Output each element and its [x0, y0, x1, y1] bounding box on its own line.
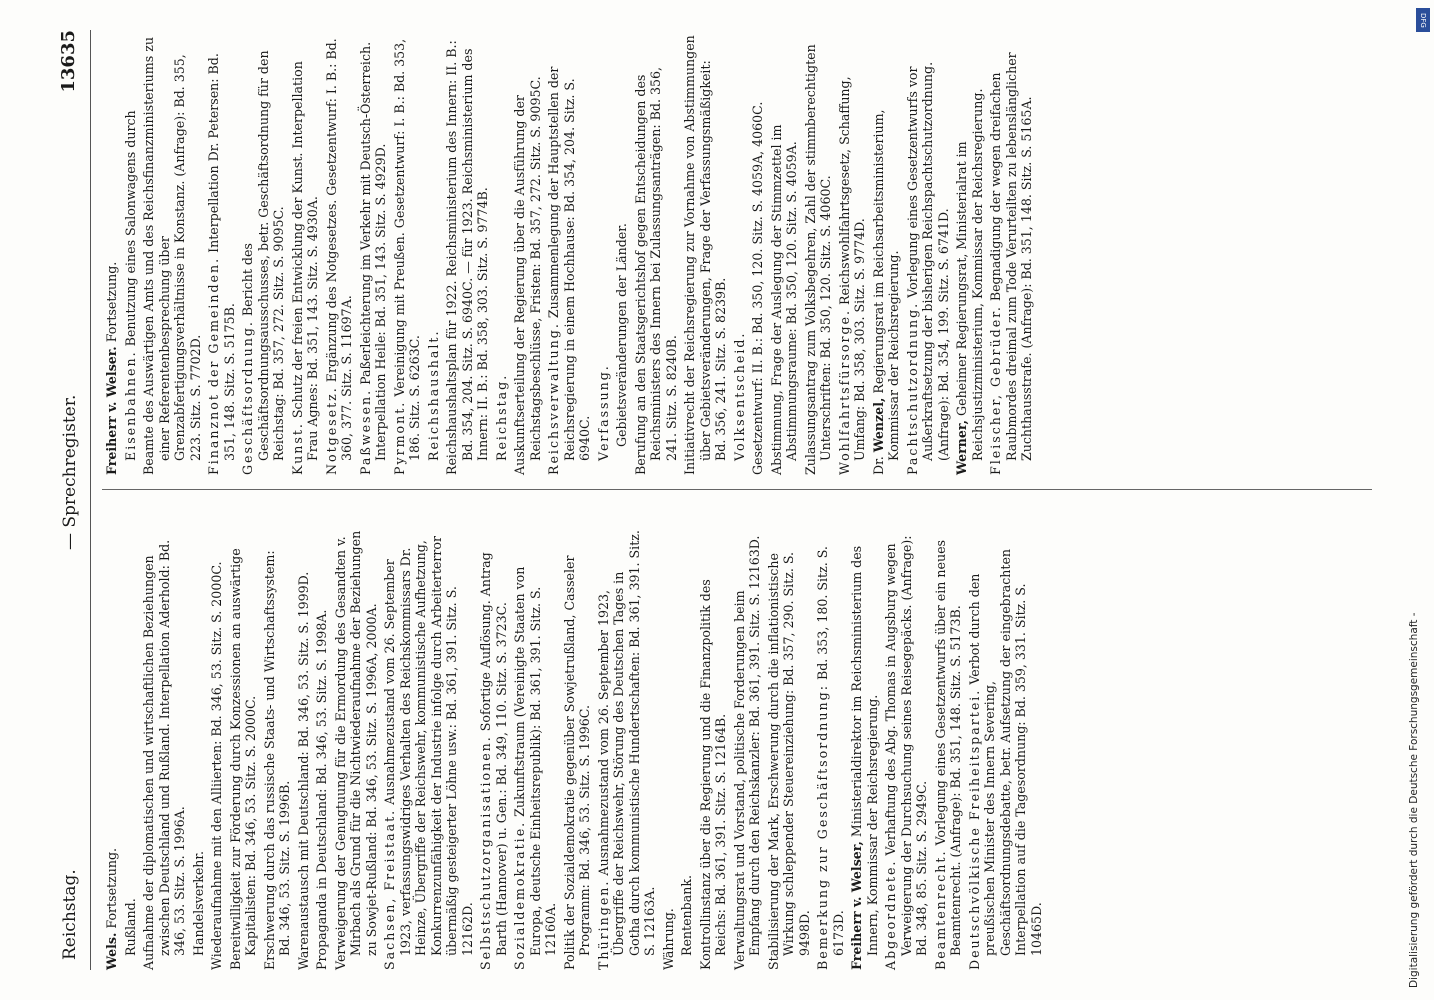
index-entry	[262, 530, 293, 970]
subject-heading: Volksentscheid.	[731, 331, 747, 461]
entry-text: Bereitwilligkeit zur Förderung durch Konzessionen an auswärtige Kapitalisten: Bd. 346, 53. Sitz. S. 2000C.	[227, 548, 258, 970]
speaker-name: Wels.	[104, 932, 119, 970]
index-entry	[296, 530, 312, 970]
index-entry	[750, 35, 766, 475]
index-entry	[494, 35, 510, 475]
index-entry	[883, 530, 930, 970]
entry-text: Paßerleichterung im Verkehr mit Deutsch-Österreich. Interpellation Heile: Bd. 351, 143. Sitz. S. 4929D.	[357, 41, 388, 461]
index-entry	[837, 35, 868, 475]
entry-text: Rentenbank.	[679, 875, 694, 956]
subject-heading: Bemerkung zur Geschäftsordnung:	[815, 684, 830, 970]
subject-heading: Pyrmont.	[391, 400, 407, 475]
left-column	[104, 530, 1047, 970]
index-entry	[240, 35, 287, 475]
index-entry	[766, 530, 813, 970]
subject-heading: Selbstschutzorganisationen.	[478, 735, 493, 970]
speaker-name: Wenzel,	[870, 397, 886, 453]
index-entry	[954, 35, 985, 475]
index-entry	[123, 530, 139, 970]
entry-text: Erschwerung durch das russische Staats- und Wirtschaftssystem: Bd. 346, 53. Sitz. S. 1996B.	[261, 550, 292, 970]
page-number: 13635	[58, 30, 79, 93]
subject-heading: Finanznot der Gemeinden.	[206, 256, 221, 475]
index-entry	[333, 530, 380, 970]
entry-text: Ausnahmezustand vom 26. September 1923, verfassungswidriges Verhalten des Reichskommissars Dr. Heinze, Übergriffe der Reichswehr, kommunistische Aufhetzung, Konkurrenzunfähigkeit der Industrie infolge durch Arbeiterterror übermäßig gesteigerter Löhne usw.: Bd. 361, 391. Sitz. S. 12162D.	[382, 536, 475, 956]
index-entry	[104, 530, 120, 970]
index-entry	[596, 530, 658, 970]
index-entry	[314, 530, 330, 970]
subject-heading: Geschäftsordnung.	[240, 320, 255, 475]
entry-text: Zulassungsantrag zum Volksbegehren, Zahl der stimmberechtigten Unterschriften: Bd. 350, 120. Sitz. S. 4060C.	[802, 44, 833, 475]
entry-text: Fortsetzung.	[104, 261, 119, 347]
subject-heading: Verfassung.	[595, 364, 611, 461]
index-entry	[614, 35, 630, 475]
entry-text: Wiederaufnahme mit den Alliierten: Bd. 346, 53. Sitz. S. 2000C.	[209, 561, 224, 970]
entry-text: Fortsetzung.	[104, 847, 119, 933]
index-entry	[682, 35, 729, 475]
subject-heading: Notgesetz.	[323, 386, 339, 475]
subject-heading: Pachtschutzordnung.	[904, 301, 920, 475]
subject-heading: Fleischer, Gebrüder.	[988, 305, 1003, 475]
sidebar-note	[1408, 8, 1432, 988]
subject-heading: Reichshaushalt.	[425, 329, 441, 461]
index-entry	[849, 530, 880, 970]
digitization-note: Digitalisierung gefördert durch die Deutsche Forschungsgemeinschaft -	[1408, 612, 1420, 988]
index-entry	[933, 530, 964, 970]
entry-text: Handelsverkehr.	[190, 850, 206, 956]
index-entry	[546, 35, 593, 475]
entry-text: Berufung an den Staatsgerichtshof gegen Entscheidungen des Reichsministers des Innern bei Zulassungsanträgen: Bd. 356, 241. Sitz. S. 8240B.	[632, 67, 679, 475]
index-entry	[661, 530, 677, 970]
entry-text: Ministerialdirektor im Reichsministerium des Innern, Kommissar der Reichsregierung.	[849, 545, 880, 956]
entry-text: Zusammenlegung der Hauptstellen der Reichsregierung in einem Hochhause: Bd. 354, 204. Sitz. S. 6940C.	[546, 66, 592, 461]
entry-text: Auskunftserteilung der Regierung über die Ausführung der Reichstagsbeschlüsse, Fristen: Bd. 357, 272. Sitz. S. 9095C.	[512, 76, 543, 475]
index-entry	[512, 35, 543, 475]
entry-text: Schutz der freien Entwicklung der Kunst. Interpellation Frau Agnes: Bd. 351, 143. Sitz. S. 4930A.	[289, 61, 320, 461]
subject-heading: Paßwesen.	[357, 388, 373, 475]
entry-text: Initiativrecht der Reichsregierung zur Vornahme von Abstimmungen über Gebietsveränderungen, Frage der Verfassungsmäßigkeit: Bd. 356, 241. Sitz. S. 8239B.	[682, 35, 728, 475]
header-rule	[90, 30, 91, 970]
index-entry	[596, 35, 612, 475]
entry-text: Bd. 353, 180. Sitz. S. 6173D.	[815, 546, 846, 956]
index-entry	[679, 530, 695, 970]
entry-prefix: Dr.	[870, 452, 886, 475]
subject-heading: Wohlfahrtsfürsorge.	[836, 308, 852, 475]
index-entry	[905, 35, 952, 475]
entry-text: Kontrollinstanz über die Regierung und die Finanzpolitik des Reichs: Bd. 361, 391. Sitz. S. 12164B.	[697, 579, 728, 970]
subject-heading: Sozialdemokratie.	[512, 820, 527, 970]
subject-heading: Abgeordnete.	[883, 859, 898, 970]
index-entry	[871, 35, 902, 475]
entry-text: Rußland.	[122, 898, 138, 956]
entry-text: Reichswohlfahrtsgesetz, Schaffung, Umfang: Bd. 358, 303. Sitz. S. 9774D.	[836, 76, 867, 461]
subject-heading: Kunst.	[289, 422, 305, 475]
entry-text: Sofortige Auflösung. Antrag Barth (Hannover) u. Gen.: Bd. 349, 110. Sitz. S. 3723C.	[478, 552, 509, 956]
entry-text: Aufnahme der diplomatischen und wirtschaftlichen Beziehungen zwischen Deutschland und Rußland. Interpellation Aderhold: Bd. 346, 53. Sitz. S. 1996A.	[141, 539, 187, 970]
entry-text: Politik der Sozialdemokratie gegenüber Sowjetrußland, Casseler Programm: Bd. 346, 53. Sitz. S. 1996C.	[561, 555, 592, 970]
entry-text: Benutzung eines Salonwagens durch	[122, 110, 138, 351]
index-entry	[191, 530, 207, 970]
entry-text: Begnadigung der wegen dreifachen Raubmordes dreimal zum Tode Verurteilten zu lebenslänglicher Zuchthausstrafe. (Anfrage): Bd. 351, 148. Sitz. S. 5165A.	[988, 52, 1034, 461]
entry-text: Regierungsrat im Reichsarbeitsministerium, Kommissar der Reichsregierung.	[870, 109, 901, 461]
index-entry	[123, 35, 139, 475]
entry-text: Verwaltungsrat und Vorstand, politische Forderungen beim Empfang durch den Reichskanzler: Bd. 361, 391. Sitz. S. 12163D.	[731, 535, 762, 970]
header-middle: — Sprechregister.	[60, 394, 80, 550]
index-entry	[392, 35, 423, 475]
entry-text: Währung.	[660, 908, 676, 970]
index-entry	[512, 530, 559, 970]
entry-text: Gebietsveränderungen der Länder.	[614, 223, 629, 447]
index-entry	[815, 530, 846, 970]
subject-heading: Sachsen, Freistaat.	[382, 808, 397, 970]
index-entry	[141, 530, 188, 970]
column-divider	[102, 489, 1372, 490]
index-entry	[444, 35, 491, 475]
index-entry	[769, 35, 800, 475]
entry-text: Abstimmung, Frage der Auslegung der Stimmzettel im Abstimmungsraume: Bd. 350, 120. Sitz. S. 4059A.	[768, 124, 799, 475]
entry-text: Propaganda in Deutschland: Bd. 346, 53. Sitz. S. 1998A.	[314, 609, 329, 970]
index-entry	[290, 35, 321, 475]
index-entry	[967, 530, 1045, 970]
entry-text: Bericht des Geschäftsordnungsausschusses, betr. Geschäftsordnung für den Reichstag: Bd. 357, 272. Sitz. S. 9095C.	[240, 50, 286, 461]
entry-text: Ausnahmezustand vom 26. September 1923, Übergriffe der Reichswehr, Störung des Deutschen Tages in Gotha durch kommunistische Hundertschaften: Bd. 361, 391. Sitz. S. 12163A.	[595, 530, 657, 956]
index-entry	[426, 35, 442, 475]
index-entry	[206, 35, 237, 475]
subject-heading: Beamtenrecht.	[932, 849, 948, 970]
entry-text: Geheimer Regierungsrat, Ministerialrat im Reichsjustizministerium, Kommissar der Reichsregierung.	[954, 88, 985, 461]
subject-heading: Reichsverwaltung.	[546, 322, 561, 475]
index-entry	[732, 530, 763, 970]
entry-text: Vorlegung eines Gesetzentwurfs vor Außerkraftsetzung der bisherigen Reichspachtschutzordnung. (Anfrage): Bd. 354, 199. Sitz. S. 6741D.	[904, 61, 951, 461]
index-entry	[324, 35, 355, 475]
subject-heading: Deutschvölkische Freiheitspartei.	[966, 688, 982, 970]
entry-text: Verweigerung der Genugtuung für die Ermordung des Gesandten v. Mirbach als Grund für die Nichtwiederaufnahme der Beziehungen zu Sowjet-Rußland: Bd. 346, 53. Sitz. S. 1996A, 2000A.	[332, 530, 379, 970]
index-entry	[562, 530, 593, 970]
entry-text: Vorlegung eines Gesetzentwurfs über ein neues Beamtenrecht. (Anfrage): Bd. 351, 148. Sitz. S. 5173B.	[932, 540, 963, 956]
index-entry	[209, 530, 225, 970]
index-entry	[633, 35, 680, 475]
subject-heading: Reichstag.	[493, 373, 509, 461]
entry-text: Verhaftung des Abg. Thomas in Augsburg wegen Verweigerung der Durchsuchung seines Reisegepäcks. (Anfrage): Bd. 348, 85. Sitz. S. 2949C.	[883, 535, 929, 956]
page-header	[52, 20, 92, 980]
entry-text: Beamte des Auswärtigen Amts und des Reichsfinanzministeriums zu einer Referentenbesprechung über Grenzabfertigungsverhältnisse in Konstanz. (Anfrage): Bd. 355, 223. Sitz. S. 7702D.	[141, 37, 203, 475]
speaker-name: Freiherr v. Welser,	[849, 841, 864, 970]
speaker-name: Werner,	[954, 419, 969, 475]
entry-text: Gesetzentwurf: II. B.: Bd. 350, 120. Sitz. S. 4059A, 4060C.	[750, 101, 765, 475]
entry-text: Ergänzung des Notgesetzes. Gesetzentwurf: I. B.: Bd. 360, 377. Sitz. S. 11697A.	[323, 38, 354, 461]
index-entry	[732, 35, 748, 475]
entry-text: Reichshaushaltsplan für 1922. Reichsministerium des Innern: II. B.: Bd. 354, 204. Sitz. S. 6940C. — für 1923. Reichsministerium des Innern: II. B.: Bd. 358, 303. Sitz. S. 9774B.	[444, 40, 490, 475]
index-entry	[382, 530, 475, 970]
subject-heading: Thüringen.	[595, 879, 611, 970]
entry-text: Verbot durch den preußischen Minister des Innern Severing, Geschäftsordnungsdebatte, betr. Aufsetzung der eingebrachten Interpellation auf die Tagesordnung: Bd. 359, 331. Sitz. S. 10465D.	[966, 548, 1044, 956]
entry-text: Vereinigung mit Preußen. Gesetzentwurf: I. B.: Bd. 353, 186. Sitz. S. 6263C.	[391, 38, 422, 461]
dfg-logo: DFG	[1416, 8, 1430, 32]
index-entry	[104, 35, 120, 475]
entry-text: Stabilisierung der Mark, Erschwerung durch die inflationistische Wirkung schleppender Steuereinziehung: Bd. 357, 290. Sitz. S. 9498D.	[765, 551, 812, 970]
rotated-sheet	[52, 20, 1382, 980]
right-column	[104, 35, 1038, 475]
entry-text: Zukunftstraum (Vereinigte Staaten von Europa, deutsche Einheitsrepublik): Bd. 361, 391. Sitz. S. 12160A.	[512, 566, 558, 956]
index-entry	[358, 35, 389, 475]
index-entry	[228, 530, 259, 970]
subject-heading: Eisenbahnen.	[122, 350, 138, 461]
speaker-name: Freiherr v. Welser.	[104, 346, 119, 475]
header-left: Reichstag.	[60, 869, 80, 960]
entry-text: Warenaustausch mit Deutschland: Bd. 346, 53. Sitz. S. 1999D.	[295, 571, 311, 970]
index-entry	[478, 530, 509, 970]
index-entry	[803, 35, 834, 475]
index-entry	[988, 35, 1035, 475]
entry-text: Interpellation Dr. Petersen: Bd. 351, 148. Sitz. S. 5175B.	[206, 53, 237, 461]
index-entry	[698, 530, 729, 970]
index-entry	[141, 35, 203, 475]
